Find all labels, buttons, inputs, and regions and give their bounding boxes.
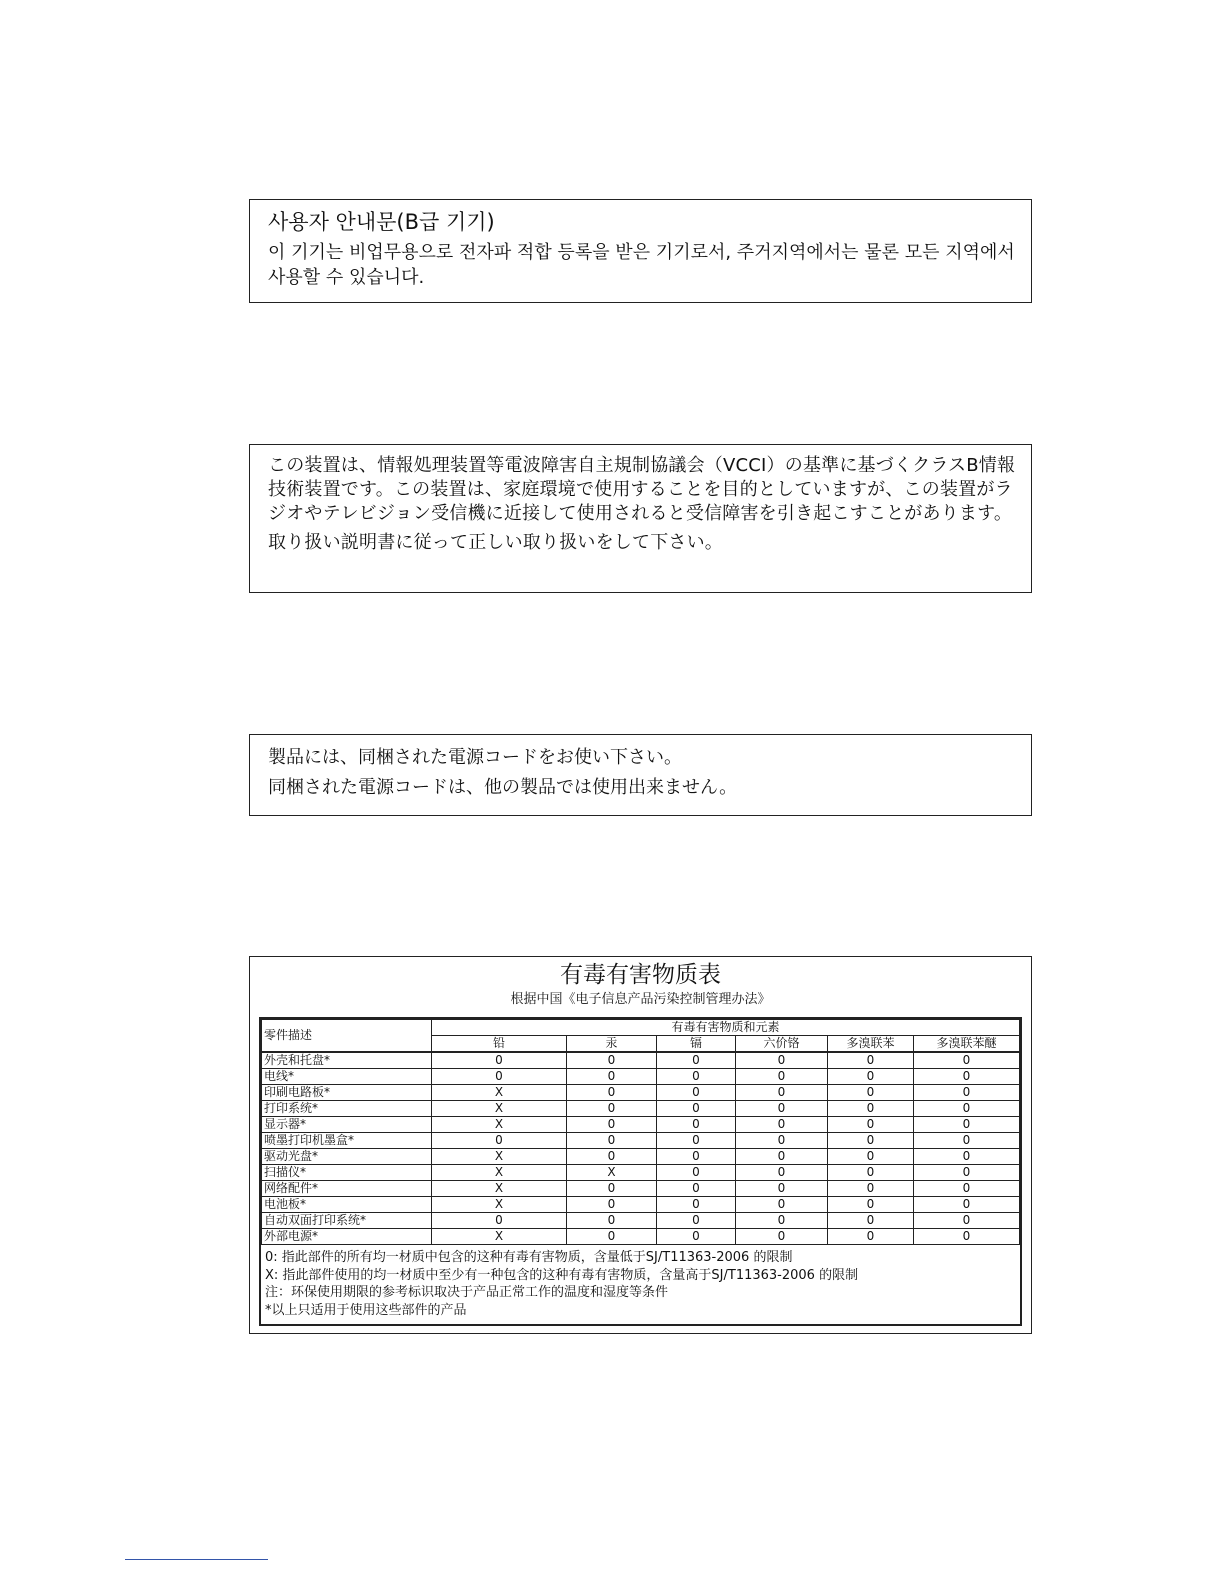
substance-value-cell: X [432,1181,567,1197]
vcci-paragraph-2: 取り扱い説明書に従って正しい取り扱いをして下さい。 [268,532,723,553]
substance-value-cell: 0 [828,1085,914,1101]
substance-value-cell: 0 [828,1229,914,1245]
substance-value-cell: 0 [432,1213,567,1229]
substance-value-cell: X [432,1165,567,1181]
substance-value-cell: 0 [914,1213,1020,1229]
substance-value-cell: 0 [736,1133,828,1149]
substance-value-cell: 0 [567,1069,657,1085]
substance-value-cell: 0 [567,1133,657,1149]
substance-value-cell: 0 [828,1181,914,1197]
table-row [262,1069,1020,1085]
substance-value-cell: 0 [828,1197,914,1213]
part-description-header: 零件描述 [262,1020,432,1053]
substance-value-cell: 0 [567,1181,657,1197]
hazardous-table-title: 有毒有害物质表 [560,962,721,988]
substance-value-cell: X [432,1197,567,1213]
korean-notice-text: 이 기기는 비업무용으로 전자파 적합 등록을 받은 기기로서, 주거지역에서는 물론 모든 지역에서 사용할 수 있습니다. [268,242,1015,288]
substance-value-cell: 0 [828,1052,914,1069]
part-name-cell: 外壳和托盘* [262,1052,432,1069]
substance-value-cell: 0 [736,1149,828,1165]
korean-notice-box [249,199,1032,303]
substance-value-cell: 0 [914,1229,1020,1245]
substance-value-cell: 0 [828,1133,914,1149]
japanese-power-cord-notice-box [249,734,1032,816]
japanese-vcci-notice-box [249,444,1032,593]
substance-value-cell: 0 [567,1197,657,1213]
substance-header: 多溴联苯 [828,1036,914,1053]
substance-value-cell: 0 [828,1213,914,1229]
table-notes [265,1249,858,1319]
table-row [262,1085,1020,1101]
part-name-cell: 喷墨打印机墨盒* [262,1133,432,1149]
substance-value-cell: 0 [736,1213,828,1229]
substance-value-cell: 0 [736,1069,828,1085]
hazardous-table-frame [259,1017,1022,1326]
power-cord-line-2: 同梱された電源コードは、他の製品では使用出来ません。 [268,777,738,798]
substance-value-cell: 0 [828,1069,914,1085]
substance-value-cell: 0 [432,1052,567,1069]
substance-value-cell: X [432,1085,567,1101]
substance-value-cell: 0 [914,1149,1020,1165]
substance-value-cell: 0 [736,1101,828,1117]
note-environment: 注：环保使用期限的参考标识取决于产品正常工作的温度和湿度等条件 [265,1285,669,1300]
substance-value-cell: 0 [828,1165,914,1181]
substance-header: 六价铬 [736,1036,828,1053]
substance-value-cell: 0 [657,1197,736,1213]
substance-value-cell: X [432,1101,567,1117]
substance-value-cell: 0 [657,1149,736,1165]
table-row [262,1181,1020,1197]
substance-value-cell: 0 [432,1069,567,1085]
substance-value-cell: 0 [914,1069,1020,1085]
table-row [262,1229,1020,1245]
substance-value-cell: 0 [914,1117,1020,1133]
substance-value-cell: 0 [657,1229,736,1245]
table-row [262,1149,1020,1165]
substance-header: 镉 [657,1036,736,1053]
note-0: 0: 指此部件的所有均一材质中包含的这种有毒有害物质，含量低于SJ/T11363-2006 的限制 [265,1250,793,1265]
substance-value-cell: 0 [736,1165,828,1181]
part-name-cell: 外部电源* [262,1229,432,1245]
part-name-cell: 驱动光盘* [262,1149,432,1165]
footnote-rule [125,1559,268,1560]
substance-value-cell: 0 [657,1069,736,1085]
part-name-cell: 电线* [262,1069,432,1085]
substance-value-cell: 0 [567,1213,657,1229]
substance-value-cell: 0 [567,1101,657,1117]
substance-value-cell: X [432,1229,567,1245]
table-row [262,1101,1020,1117]
substance-value-cell: 0 [567,1229,657,1245]
substance-value-cell: 0 [567,1052,657,1069]
substance-header: 多溴联苯醚 [914,1036,1020,1053]
substance-group-header: 有毒有害物质和元素 [432,1020,1020,1036]
substance-value-cell: 0 [736,1117,828,1133]
hazardous-substance-table [261,1019,1020,1245]
substance-value-cell: 0 [567,1149,657,1165]
substance-value-cell: 0 [914,1085,1020,1101]
substance-header: 铅 [432,1036,567,1053]
substance-value-cell: 0 [914,1181,1020,1197]
substance-value-cell: 0 [736,1197,828,1213]
part-name-cell: 电池板* [262,1197,432,1213]
substance-value-cell: 0 [736,1052,828,1069]
substance-value-cell: 0 [736,1181,828,1197]
substance-value-cell: X [432,1117,567,1133]
substance-value-cell: 0 [828,1149,914,1165]
part-name-cell: 打印系统* [262,1101,432,1117]
substance-value-cell: 0 [736,1229,828,1245]
table-row [262,1213,1020,1229]
substance-value-cell: 0 [657,1133,736,1149]
substance-value-cell: 0 [657,1101,736,1117]
substance-value-cell: X [567,1165,657,1181]
substance-value-cell: 0 [657,1213,736,1229]
part-name-cell: 网络配件* [262,1181,432,1197]
part-name-cell: 自动双面打印系统* [262,1213,432,1229]
substance-value-cell: 0 [567,1117,657,1133]
substance-value-cell: 0 [914,1133,1020,1149]
substance-value-cell: 0 [657,1165,736,1181]
table-row [262,1052,1020,1069]
substance-value-cell: 0 [828,1117,914,1133]
substance-value-cell: 0 [657,1052,736,1069]
substance-value-cell: 0 [736,1085,828,1101]
substance-value-cell: 0 [828,1101,914,1117]
note-x: X: 指此部件使用的均一材质中至少有一种包含的这种有毒有害物质，含量高于SJ/T11363-2006 的限制 [265,1267,859,1283]
substance-value-cell: 0 [914,1052,1020,1069]
table-row [262,1117,1020,1133]
korean-notice-title: 사용자 안내문(B급 기기) [268,210,495,234]
substance-value-cell: 0 [657,1181,736,1197]
part-name-cell: 显示器* [262,1117,432,1133]
substance-value-cell: 0 [567,1085,657,1101]
power-cord-line-1: 製品には、同梱された電源コードをお使い下さい。 [268,747,682,768]
china-hazardous-substance-box [249,956,1032,1334]
hazardous-table-subtitle: 根据中国《电子信息产品污染控制管理办法》 [510,992,771,1007]
substance-value-cell: X [432,1149,567,1165]
substance-value-cell: 0 [914,1165,1020,1181]
substance-header: 汞 [567,1036,657,1053]
substance-value-cell: 0 [657,1085,736,1101]
hazardous-table-body [262,1052,1020,1245]
part-name-cell: 扫描仪* [262,1165,432,1181]
table-row [262,1133,1020,1149]
note-applicability: *以上只适用于使用这些部件的产品 [265,1302,467,1318]
vcci-paragraph-1: この装置は、情報処理装置等電波障害自主規制協議会（VCCI）の基準に基づくクラスB情報技術装置です。この装置は、家庭環境で使用することを目的としていますが、この装置がラジオやテレビジョン受信機に近接して使用されると受信障害を引き起こすことがあります。 [268,455,1016,524]
substance-value-cell: 0 [432,1133,567,1149]
table-row [262,1165,1020,1181]
substance-value-cell: 0 [914,1197,1020,1213]
substance-value-cell: 0 [914,1101,1020,1117]
substance-value-cell: 0 [657,1117,736,1133]
part-name-cell: 印刷电路板* [262,1085,432,1101]
table-row [262,1197,1020,1213]
